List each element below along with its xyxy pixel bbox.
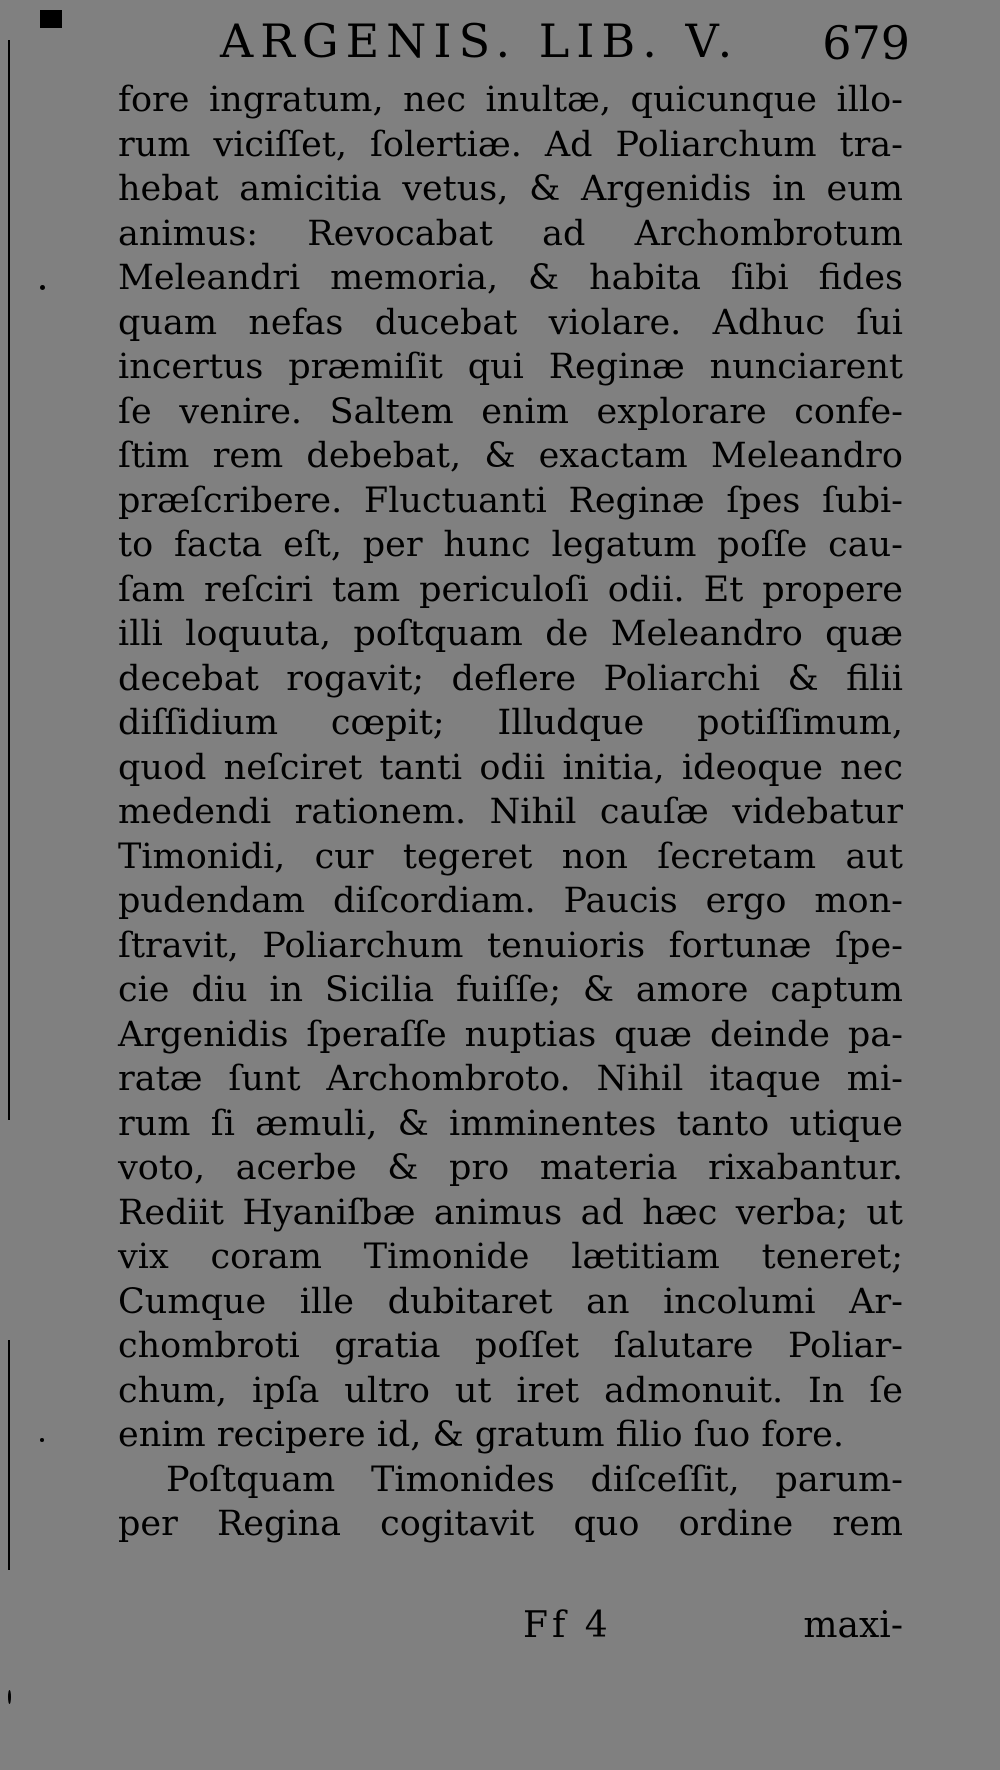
page-number: 679 xyxy=(822,16,910,70)
left-margin-rule-lower xyxy=(8,1340,10,1570)
text-line: incertus præmiſit qui Reginæ nunciarent xyxy=(118,347,903,387)
text-line: præſcribere. Fluctuanti Reginæ ſpes ſubi- xyxy=(118,480,903,521)
text-line: illi loquuta, poſtquam de Meleandro quæ xyxy=(118,614,903,654)
text-line: Argenidis ſperaſſe nuptias quæ deinde pa- xyxy=(118,1014,903,1055)
text-line: to facta eſt, per hunc legatum poſſe cau- xyxy=(118,525,903,565)
body-text xyxy=(118,78,903,1547)
text-line: Rediit Hyaniſbæ animus ad hæc verba; ut xyxy=(118,1192,903,1233)
text-line: Cumque ille dubitaret an incolumi Ar- xyxy=(118,1281,903,1322)
text-line: pudendam diſcordiam. Paucis ergo mon- xyxy=(118,881,903,921)
page-footer xyxy=(118,1605,903,1655)
text-line: ratæ ſunt Archombroto. Nihil itaque mi- xyxy=(118,1059,903,1099)
text-line: enim recipere id, & gratum filio ſuo fore. xyxy=(118,1415,844,1455)
text-line: diſſidium cœpit; Illudque potiſſimum, xyxy=(118,703,903,743)
text-line: ſtravit, Poliarchum tenuioris fortunæ ſpe- xyxy=(118,925,903,966)
text-line: ſe venire. Saltem enim explorare confe- xyxy=(118,391,903,432)
catchword: maxi- xyxy=(803,1605,903,1646)
text-line: per Regina cogitavit quo ordine rem xyxy=(118,1504,903,1544)
signature-mark: Ff 4 xyxy=(523,1605,612,1646)
text-line: quod neſciret tanti odii initia, ideoque nec xyxy=(118,747,903,788)
text-line: medendi rationem. Nihil cauſæ videbatur xyxy=(118,792,903,832)
text-line: quam nefas ducebat violare. Adhuc ſui xyxy=(118,302,903,343)
text-line: ſtim rem debebat, & exactam Meleandro xyxy=(118,436,903,476)
text-line: rum ſi æmuli, & imminentes tanto utique xyxy=(118,1103,903,1144)
text-line: vix coram Timonide lætitiam teneret; xyxy=(118,1237,903,1277)
text-line: fore ingratum, nec inultæ, quicunque illo- xyxy=(118,80,903,120)
margin-speck xyxy=(40,285,45,290)
margin-speck xyxy=(8,1690,11,1704)
text-line: Timonidi, cur tegeret non ſecretam aut xyxy=(118,836,903,877)
text-line: rum viciſſet, ſolertiæ. Ad Poliarchum tra- xyxy=(118,124,903,165)
text-line: Meleandri memoria, & habita ſibi fides xyxy=(118,258,903,298)
text-line: chombroti gratia poſſet ſalutare Poliar- xyxy=(118,1326,903,1366)
text-line: cie diu in Sicilia fuiſſe; & amore captum xyxy=(118,970,903,1010)
text-line: chum, ipſa ultro ut iret admonuit. In ſe xyxy=(118,1370,903,1411)
text-line: Poſtquam Timonides diſceſſit, parum- xyxy=(166,1459,903,1500)
text-line: voto, acerbe & pro materia rixabantur. xyxy=(118,1148,903,1188)
text-line: ſam reſciri tam periculoſi odii. Et propere xyxy=(118,569,903,610)
text-line: decebat rogavit; deflere Poliarchi & filii xyxy=(118,658,903,699)
text-line: animus: Revocabat ad Archombrotum xyxy=(118,213,903,254)
margin-speck xyxy=(40,1438,44,1442)
text-line: hebat amicitia vetus, & Argenidis in eum xyxy=(118,169,903,209)
running-title: ARGENIS. LIB. V. xyxy=(220,14,740,68)
corner-mark xyxy=(40,10,62,28)
page-header xyxy=(220,14,910,84)
left-margin-rule xyxy=(8,40,10,1120)
